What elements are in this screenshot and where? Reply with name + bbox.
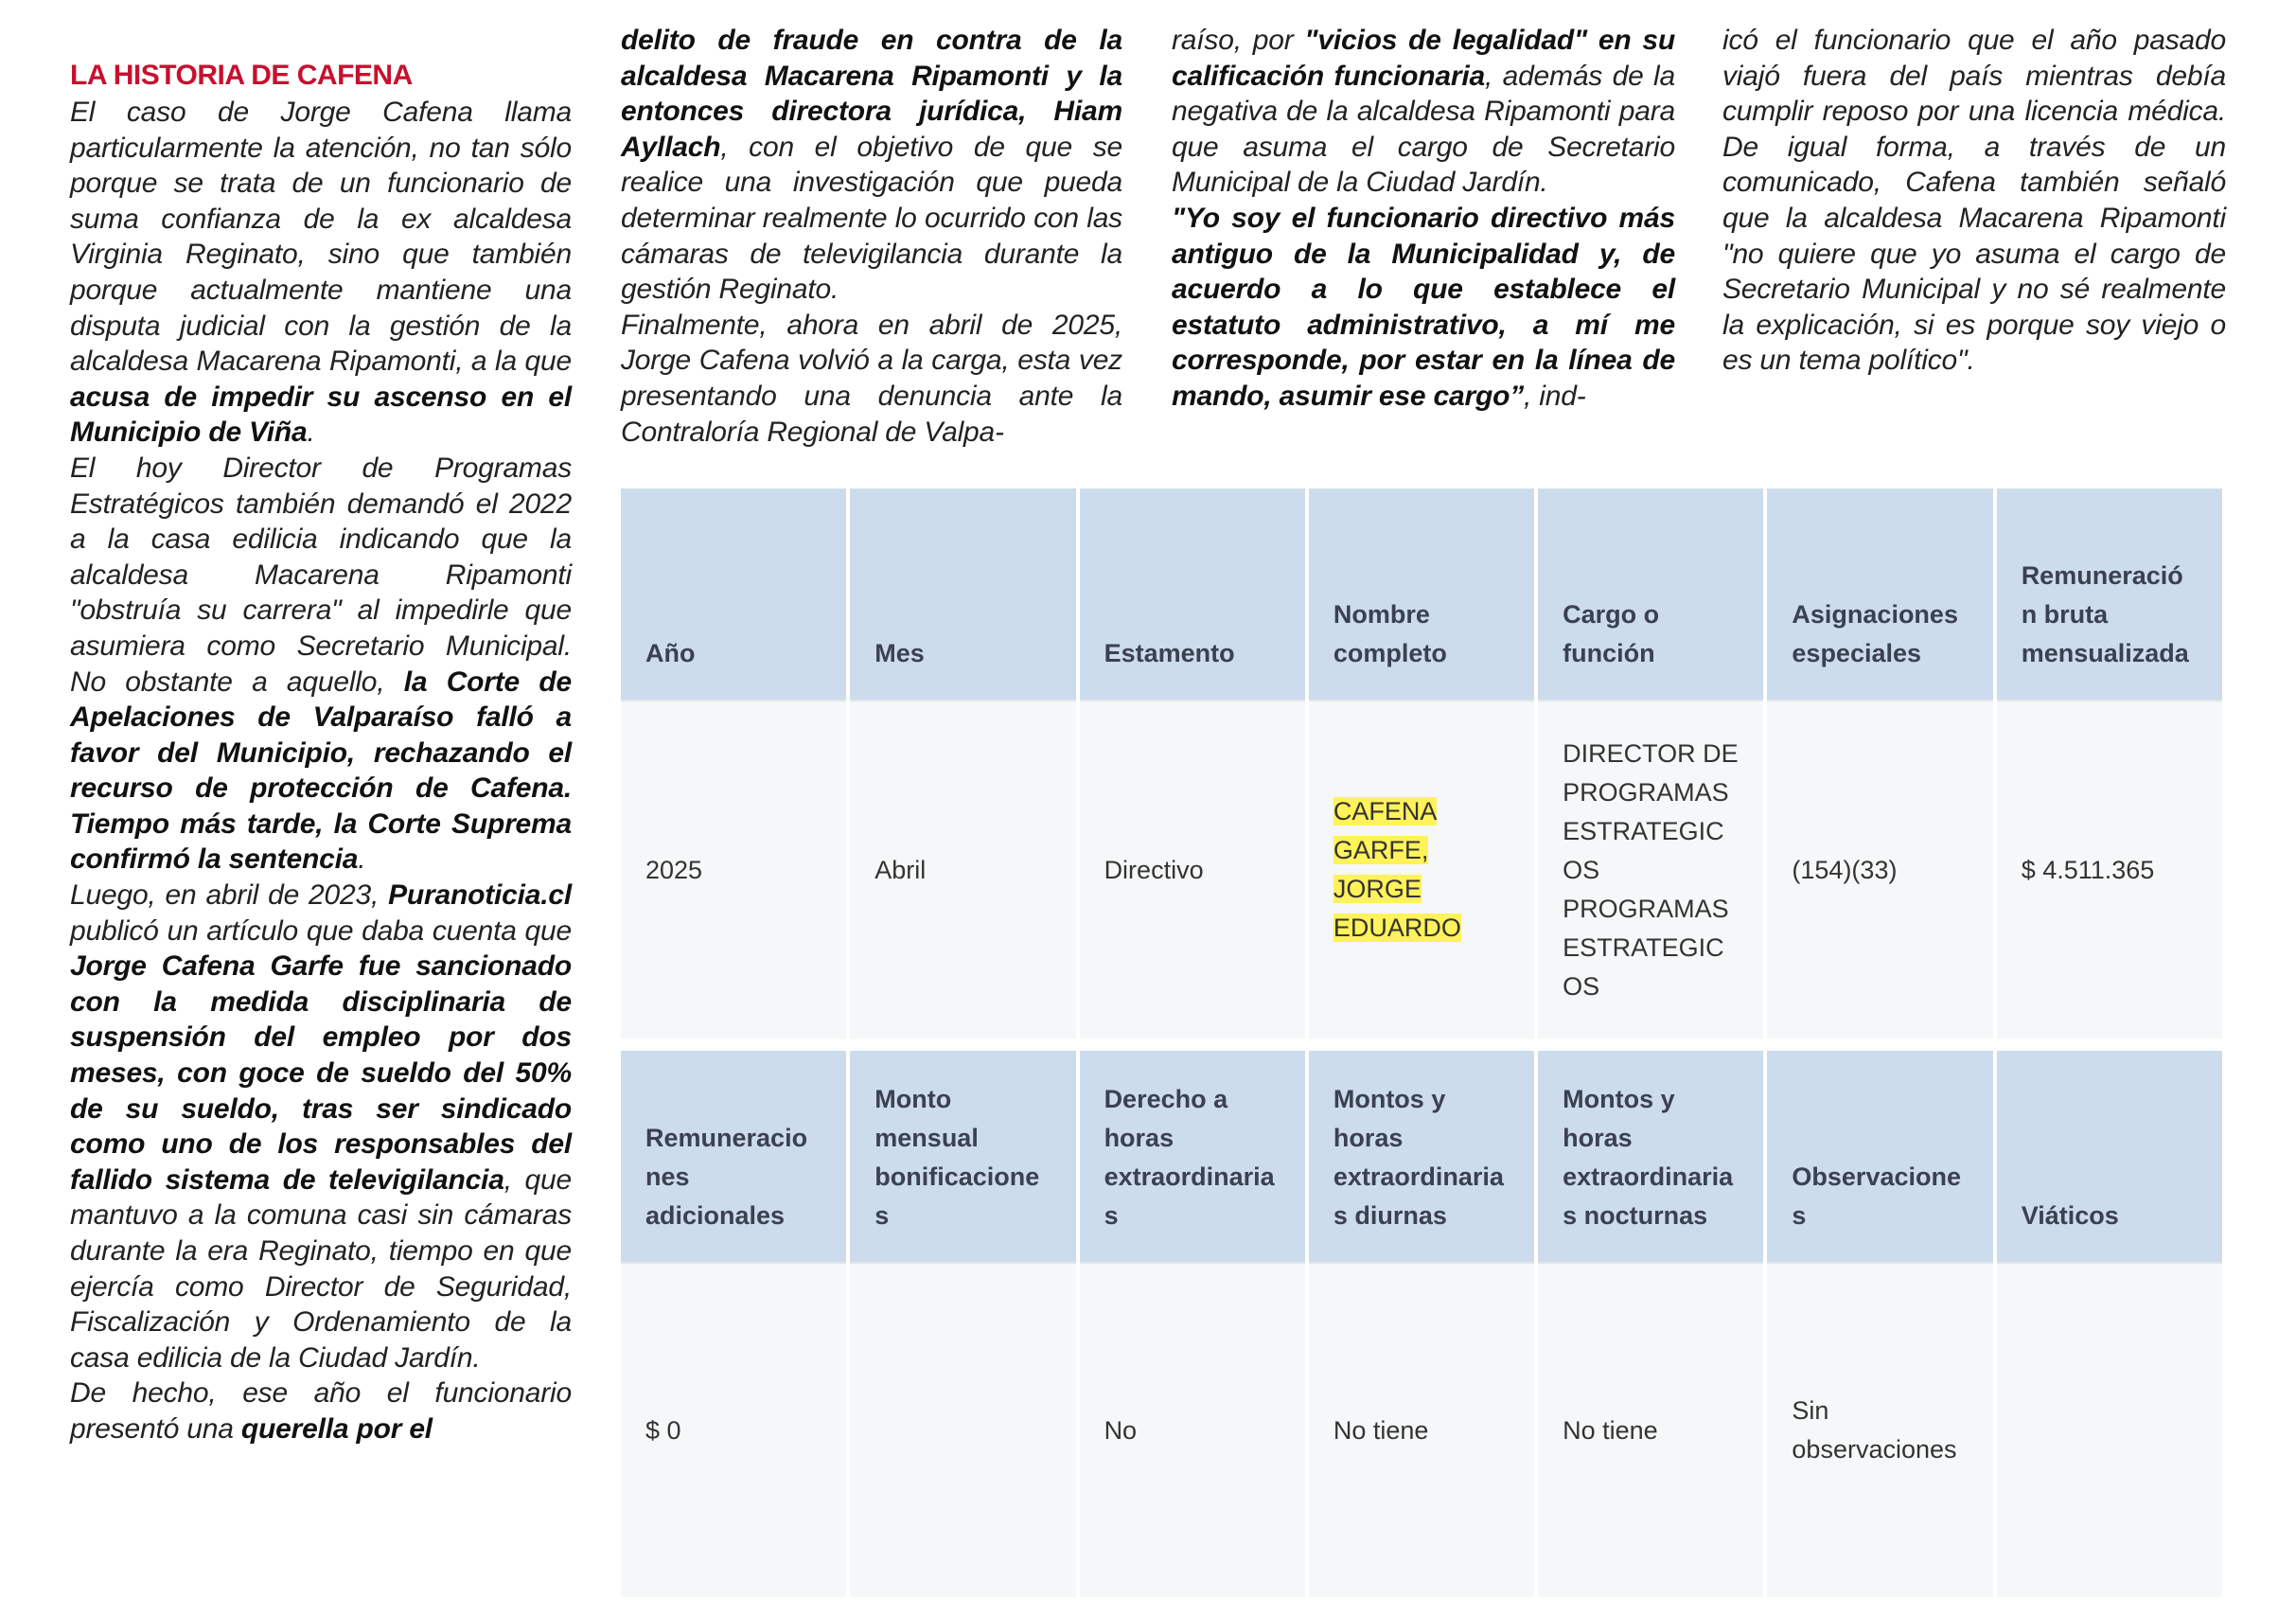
text-run: , que mantuvo a la comuna casi sin cámaras durante la era Reginato, tiempo en que ejercía como Director de Seguridad, Fiscalización y Ordenamiento de la casa edilicia de la Ciudad Jardín. <box>70 1163 573 1374</box>
header-cell: Nombre completo <box>1309 488 1534 700</box>
text-run: , con el objetivo de que se realice una investigación que pueda determinar realmente lo ocurrido con las cámaras de televigilancia durante la gestión Reginato. <box>621 131 1122 306</box>
cell-gross-pay: $ 4.511.365 <box>1997 700 2222 1038</box>
table-header-row <box>621 1051 2222 1262</box>
text-run: "Yo soy el funcionario directivo más antiguo de la Municipalidad y, de acuerdo a lo que establece el estatuto administrativo, a mí me corresponde, por estar en la línea de mando, asumir ese cargo” <box>1172 202 1675 412</box>
cell-observations: Sin observaciones <box>1767 1262 1992 1597</box>
text-run: acusa de impedir su ascenso en el Municipio de Viña <box>70 381 572 449</box>
paragraph-4-end <box>621 23 1122 308</box>
paragraph-5-end <box>1172 23 1675 201</box>
header-cell: Remuneraciones adicionales <box>621 1051 846 1262</box>
text-run: Finalmente, ahora en abril de 2025, Jorge Cafena volvió a la carga, esta vez presentando una denuncia ante la Contraloría Regional de Valpa- <box>621 309 1122 448</box>
cell-position: DIRECTOR DE PROGRAMAS ESTRATEGIC OS PROGRAMAS ESTRATEGIC OS <box>1538 700 1763 1038</box>
header-cell: Asignaciones especiales <box>1767 488 1992 700</box>
paragraph-5-start <box>621 308 1122 450</box>
text-run: Jorge Cafena Garfe fue sancionado con la medida disciplinaria de suspensión del empleo por dos meses, con goce de sueldo del 50% de su sueldo, tras ser sindicado como uno de los responsables del fallido sistema de televigilancia <box>70 950 572 1196</box>
header-cell: Monto mensual bonificaciones <box>850 1051 1075 1262</box>
header-cell: Derecho a horas extraordinarias <box>1080 1051 1305 1262</box>
text-run: raíso, por <box>1172 25 1305 56</box>
cell-year: 2025 <box>621 700 846 1038</box>
paragraph-2 <box>70 451 572 878</box>
cell-overtime-night: No tiene <box>1538 1262 1763 1597</box>
salary-table-top <box>617 488 2226 1038</box>
header-cell: Mes <box>850 488 1075 700</box>
cell-allowances: (154)(33) <box>1767 700 1992 1038</box>
paragraph-1 <box>70 95 572 451</box>
article-column-1 <box>70 59 572 1447</box>
text-run: Puranoticia.cl <box>388 879 572 912</box>
header-cell: Viáticos <box>1997 1051 2222 1262</box>
header-cell: Montos y horas extraordinarias nocturnas <box>1538 1051 1763 1262</box>
header-cell: Año <box>621 488 846 700</box>
salary-table-bottom <box>617 1051 2226 1597</box>
cell-month: Abril <box>850 700 1075 1038</box>
cell-bonuses <box>850 1262 1075 1597</box>
text-run: la Corte de Apelaciones de Valparaíso falló a favor del Municipio, rechazando el recurso de protección de Cafena. Tiempo más tarde, la Corte Suprema confirmó la sentencia <box>70 666 572 876</box>
header-cell: Cargo o función <box>1538 488 1763 700</box>
text-run: "vicios de legalidad" en su calificación funcionaria <box>1172 25 1675 92</box>
paragraph-4-start <box>70 1375 572 1446</box>
table-row <box>621 1262 2222 1597</box>
text-run: . <box>307 417 315 449</box>
header-cell: Estamento <box>1080 488 1305 700</box>
text-run: querella por el <box>240 1412 433 1445</box>
highlighted-name: CAFENA GARFE, JORGE EDUARDO <box>1333 797 1461 942</box>
text-run: , ind- <box>1524 380 1586 412</box>
text-run: . <box>358 843 366 876</box>
cell-full-name <box>1309 700 1534 1038</box>
table-row <box>621 700 2222 1038</box>
text-run: , además de la negativa de la alcaldesa Ripamonti para que asuma el cargo de Secretario Municipal de la Ciudad Jardín. <box>1172 60 1675 199</box>
paragraph-3 <box>70 878 572 1375</box>
cell-estamento: Directivo <box>1080 700 1305 1038</box>
cell-overtime-day: No tiene <box>1309 1262 1534 1597</box>
section-title: LA HISTORIA DE CAFENA <box>70 60 413 91</box>
header-cell: Remuneración bruta mensualizada <box>1997 488 2222 700</box>
paragraph-6-end <box>1722 23 2226 379</box>
text-run: publicó un artículo que daba cuenta que <box>70 914 572 947</box>
text-run: De hecho, ese año el funcionario presentó una <box>70 1377 572 1445</box>
text-run: icó el funcionario que el año pasado viajó fuera del país mientras debía cumplir reposo por una licencia médica. De igual forma, a través de un comunicado, Cafena también señaló que la alcaldesa Macarena Ripamonti "no quiere que yo asuma el cargo de Secretario Municipal y no sé realmente la explicación, si es porque soy viejo o es un tema político". <box>1722 25 2226 377</box>
cell-travel-expenses <box>1997 1262 2222 1597</box>
article-column-3 <box>1172 23 1675 415</box>
cell-additional-pay: $ 0 <box>621 1262 846 1597</box>
text-run: El caso de Jorge Cafena llama particularmente la atención, no tan sólo porque se trata de un funcionario de suma confianza de la ex alcaldesa Virginia Reginato, sino que también porque actualmente mantiene una disputa judicial con la gestión de la alcaldesa Macarena Ripamonti, a la que <box>70 97 572 378</box>
text-run: delito de fraude en contra de la alcaldesa Macarena Ripamonti y la entonces directora jurídica, Hiam Ayllach <box>621 25 1122 163</box>
cell-overtime-right: No <box>1080 1262 1305 1597</box>
header-cell: Montos y horas extraordinarias diurnas <box>1309 1051 1534 1262</box>
text-run: El hoy Director de Programas Estratégicos también demandó el 2022 a la casa edilicia indicando que la alcaldesa Macarena Ripamonti "obstruía su carrera" al impedirle que asumiera como Secretario Municipal. No obstante a aquello, <box>70 452 572 698</box>
text-run: Luego, en abril de 2023, <box>70 879 389 912</box>
header-cell: Observaciones <box>1767 1051 1992 1262</box>
table-header-row <box>621 488 2222 700</box>
paragraph-6-start <box>1172 201 1675 415</box>
article-column-4 <box>1722 23 2226 379</box>
article-column-2 <box>621 23 1122 450</box>
